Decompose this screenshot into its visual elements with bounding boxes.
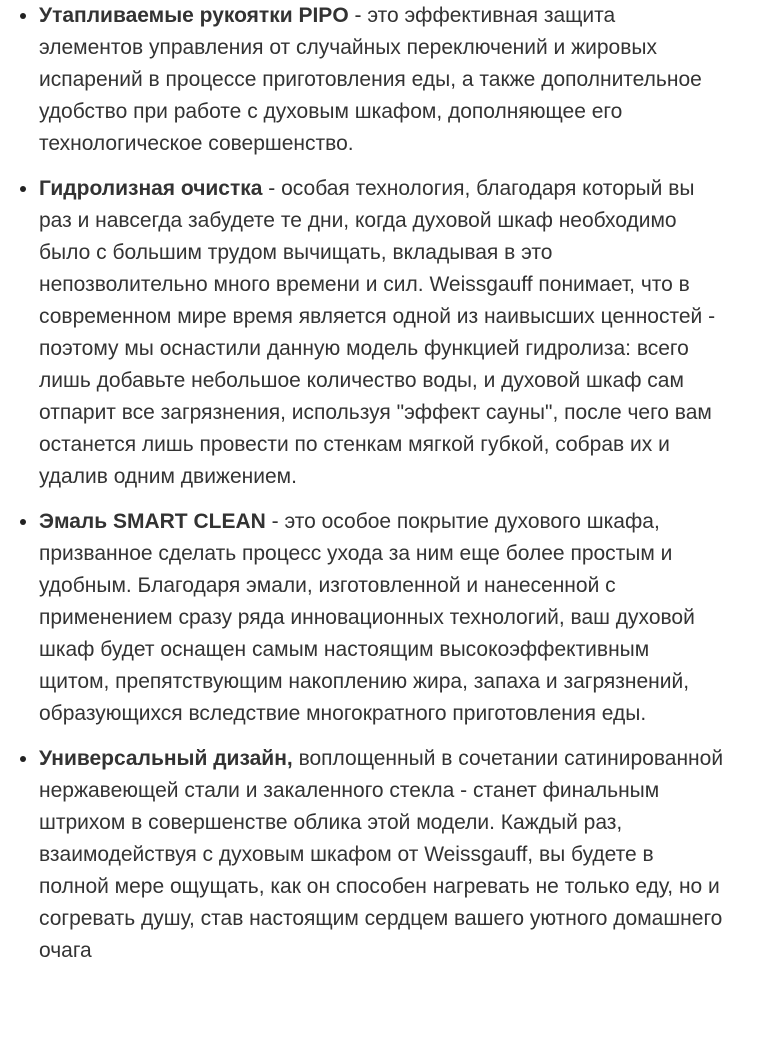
bullet-icon	[20, 13, 26, 19]
feature-description: - особая технология, благодаря который вы раз и навсегда забудете те дни, когда духовой шкаф необходимо было с большим трудом вычищать, вкладывая в это непозволительно много времени и сил. Weissgauff понимает, что в современном мире время является одной из наивысших ценностей - поэтому мы оснастили данную модель функцией гидролиза: всего лишь добавьте небольшое количество воды, и духовой шкаф сам отпарит все загрязнения, используя "эффект сауны", после чего вам останется лишь провести по стенкам мягкой губкой, собрав их и удалив одним движением.	[39, 177, 716, 488]
bullet-icon	[20, 519, 26, 525]
feature-term: Эмаль SMART CLEAN	[39, 510, 266, 533]
feature-term: Гидролизная очистка	[39, 177, 263, 200]
feature-description: - это эффективная защита элементов управления от случайных переключений и жировых испарений в процессе приготовления еды, а также дополнительное удобство при работе с духовым шкафом, дополняющее его технологическое совершенство.	[39, 4, 702, 155]
feature-item-smart-clean-enamel	[0, 506, 764, 730]
feature-description: - это особое покрытие духового шкафа, призванное сделать процесс ухода за ним еще более простым и удобным. Благодаря эмали, изготовленной и нанесенной с применением сразу ряда инновационных технологий, ваш духовой шкаф будет оснащен самым настоящим высокоэффективным щитом, препятствующим накоплению жира, запаха и загрязнений, образующихся вследствие многократного приготовления еды.	[39, 510, 695, 725]
feature-term: Утапливаемые рукоятки PIPO	[39, 4, 349, 27]
feature-item-hydrolysis-cleaning	[0, 173, 764, 493]
bullet-icon	[20, 186, 26, 192]
bullet-icon	[20, 756, 26, 762]
feature-item-pipo-handles	[0, 0, 764, 160]
feature-term: Универсальный дизайн,	[39, 747, 293, 770]
feature-item-universal-design	[0, 743, 764, 967]
feature-description: воплощенный в сочетании сатинированной нержавеющей стали и закаленного стекла - станет финальным штрихом в совершенстве облика этой модели. Каждый раз, взаимодействуя с духовым шкафом от Weissgauff, вы будете в полной мере ощущать, как он способен нагревать не только еду, но и согревать душу, став настоящим сердцем вашего уютного домашнего очага	[39, 747, 724, 962]
